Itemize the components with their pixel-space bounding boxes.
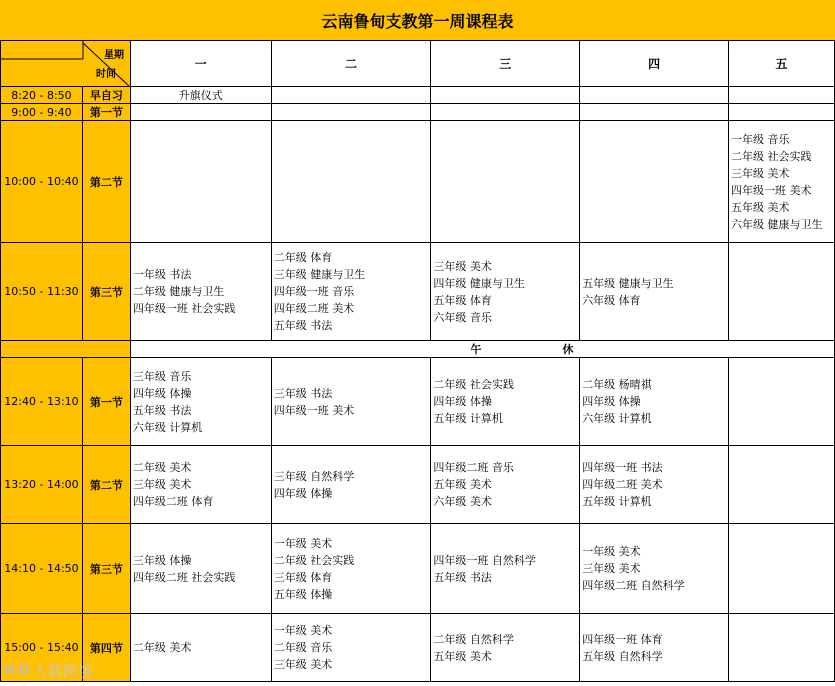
class-entry: 二年级 自然科学 — [433, 632, 514, 646]
class-cell — [130, 524, 271, 614]
class-entry: 四年级二班 美术 — [582, 478, 663, 491]
class-cell — [431, 524, 580, 614]
class-entry: 五年级 计算机 — [582, 495, 652, 508]
noon-break-spacer — [1, 341, 131, 358]
class-entry: 一年级 书法 — [132, 268, 192, 281]
class-entry: 三年级 体育 — [273, 570, 333, 584]
class-cell — [728, 243, 834, 341]
class-entry: 三年级 美术 — [273, 658, 333, 671]
class-entry: 一年级 音乐 — [730, 132, 790, 146]
watermark-text: 大数跨境 — [32, 662, 93, 680]
watermark — [4, 660, 93, 681]
class-cell — [130, 87, 271, 104]
page-title: 云南鲁甸支教第一周课程表 — [0, 0, 835, 40]
class-entry: 四年级一班 美术 — [730, 183, 812, 197]
watermark-logo: V:O — [4, 663, 30, 678]
period-label: 第三节 — [82, 524, 130, 614]
schedule-row — [1, 243, 835, 341]
class-cell — [580, 104, 729, 121]
day-header: 四 — [580, 41, 729, 87]
class-entry: 四年级一班 音乐 — [273, 285, 355, 298]
class-cell — [130, 358, 271, 446]
class-entry: 一年级 美术 — [273, 624, 333, 637]
schedule-row — [1, 446, 835, 524]
schedule-row — [1, 614, 835, 682]
class-entry: 三年级 健康与卫生 — [273, 268, 366, 281]
class-cell — [130, 243, 271, 341]
noon-break-row — [1, 341, 835, 358]
day-header: 一 — [130, 41, 271, 87]
class-cell — [728, 358, 834, 446]
class-entry: 二年级 社会实践 — [730, 149, 812, 163]
schedule-row — [1, 358, 835, 446]
class-entry: 三年级 自然科学 — [273, 469, 355, 483]
class-cell — [431, 121, 580, 243]
noon-break-char: 休 — [562, 343, 575, 356]
class-cell — [580, 524, 729, 614]
day-header: 二 — [271, 41, 431, 87]
class-cell — [271, 87, 431, 104]
period-label: 第三节 — [82, 243, 130, 341]
class-entry: 四年级 体操 — [433, 395, 492, 408]
time-slot: 15:00 - 15:40 — [1, 614, 83, 682]
class-cell — [271, 358, 431, 446]
class-cell — [271, 104, 431, 121]
class-entry: 三年级 美术 — [132, 478, 192, 491]
class-cell — [580, 446, 729, 524]
class-entry: 二年级 社会实践 — [433, 378, 514, 391]
time-slot: 10:50 - 11:30 — [1, 243, 83, 341]
class-cell — [580, 614, 729, 682]
class-entry: 三年级 美术 — [582, 562, 641, 575]
schedule-row — [1, 121, 835, 243]
class-entry: 一年级 美术 — [582, 545, 641, 558]
class-cell — [130, 446, 271, 524]
class-entry: 升旗仪式 — [178, 88, 223, 102]
class-cell — [728, 104, 834, 121]
class-entry: 二年级 美术 — [132, 461, 192, 474]
class-entry: 六年级 计算机 — [582, 412, 652, 425]
class-entry: 四年级二班 美术 — [273, 302, 355, 315]
class-cell — [130, 104, 271, 121]
class-entry: 五年级 书法 — [433, 570, 492, 584]
class-cell — [580, 358, 729, 446]
class-entry: 二年级 音乐 — [273, 641, 333, 654]
class-cell — [728, 614, 834, 682]
class-cell — [580, 243, 729, 341]
period-label: 第二节 — [82, 121, 130, 243]
class-entry: 二年级 体育 — [273, 251, 333, 264]
class-entry: 五年级 书法 — [132, 403, 192, 417]
weekday-label: 星期 — [104, 50, 124, 61]
time-slot: 8:20 - 8:50 — [1, 87, 83, 104]
time-slot: 10:00 - 10:40 — [1, 121, 83, 243]
class-entry: 四年级 体操 — [132, 386, 192, 400]
class-cell — [728, 446, 834, 524]
period-label: 早自习 — [82, 87, 130, 104]
corner-header-cell — [1, 41, 131, 87]
class-entry: 五年级 体育 — [433, 293, 492, 307]
class-entry: 二年级 杨晴祺 — [582, 378, 652, 391]
class-entry: 三年级 美术 — [433, 259, 492, 273]
day-header: 三 — [431, 41, 580, 87]
schedule-table — [0, 40, 835, 682]
class-cell — [728, 524, 834, 614]
class-cell — [580, 87, 729, 104]
time-label: 时间 — [96, 69, 116, 80]
class-entry: 三年级 书法 — [273, 386, 333, 400]
period-label: 第四节 — [82, 614, 130, 682]
class-entry: 三年级 体操 — [132, 553, 192, 567]
class-entry: 六年级 健康与卫生 — [730, 217, 823, 231]
class-entry: 四年级一班 体育 — [582, 632, 663, 646]
class-entry: 二年级 社会实践 — [273, 553, 355, 567]
class-entry: 五年级 美术 — [433, 649, 492, 663]
class-entry: 六年级 体育 — [582, 293, 641, 307]
class-entry: 三年级 音乐 — [132, 369, 192, 383]
class-entry: 四年级二班 体育 — [132, 495, 214, 508]
class-cell — [271, 121, 431, 243]
class-entry: 六年级 美术 — [433, 495, 492, 508]
class-cell — [431, 614, 580, 682]
class-entry: 四年级 体操 — [273, 486, 333, 500]
class-cell — [580, 121, 729, 243]
class-entry: 五年级 健康与卫生 — [582, 276, 674, 290]
class-entry: 四年级一班 社会实践 — [132, 302, 236, 315]
class-entry: 五年级 体操 — [273, 587, 333, 601]
class-cell — [431, 104, 580, 121]
class-entry: 四年级一班 自然科学 — [433, 553, 536, 567]
class-entry: 二年级 美术 — [132, 641, 192, 654]
class-cell — [130, 614, 271, 682]
class-entry: 五年级 美术 — [730, 200, 790, 214]
schedule-row — [1, 87, 835, 104]
class-entry: 四年级一班 书法 — [582, 461, 663, 474]
class-cell — [431, 87, 580, 104]
schedule-row — [1, 524, 835, 614]
class-cell — [431, 446, 580, 524]
class-entry: 二年级 健康与卫生 — [132, 285, 225, 298]
class-entry: 六年级 音乐 — [433, 310, 492, 324]
time-slot: 12:40 - 13:10 — [1, 358, 83, 446]
class-cell — [271, 446, 431, 524]
class-entry: 三年级 美术 — [730, 166, 790, 180]
day-header: 五 — [728, 41, 834, 87]
class-entry: 五年级 书法 — [273, 319, 333, 332]
class-cell — [271, 243, 431, 341]
header-row — [1, 41, 835, 87]
class-entry: 五年级 计算机 — [433, 412, 503, 425]
class-cell — [728, 121, 834, 243]
time-slot: 14:10 - 14:50 — [1, 524, 83, 614]
class-entry: 四年级 健康与卫生 — [433, 276, 525, 290]
class-cell — [431, 243, 580, 341]
class-entry: 四年级二班 自然科学 — [582, 579, 685, 592]
class-cell — [431, 358, 580, 446]
class-entry: 四年级 体操 — [582, 395, 641, 408]
class-entry: 一年级 美术 — [273, 536, 333, 550]
class-entry: 四年级二班 社会实践 — [132, 570, 236, 584]
class-cell — [271, 524, 431, 614]
class-entry: 四年级一班 美术 — [273, 403, 355, 417]
noon-break-label — [130, 341, 834, 358]
time-slot: 13:20 - 14:00 — [1, 446, 83, 524]
class-cell — [130, 121, 271, 243]
class-entry: 四年级二班 音乐 — [433, 461, 514, 474]
time-slot: 9:00 - 9:40 — [1, 104, 83, 121]
class-entry: 五年级 美术 — [433, 478, 492, 491]
period-label: 第一节 — [82, 358, 130, 446]
class-cell — [728, 87, 834, 104]
noon-break-char: 午 — [470, 343, 483, 356]
schedule-row — [1, 104, 835, 121]
class-entry: 六年级 计算机 — [132, 420, 203, 434]
class-entry: 五年级 自然科学 — [582, 649, 663, 663]
period-label: 第一节 — [82, 104, 130, 121]
class-cell — [271, 614, 431, 682]
period-label: 第二节 — [82, 446, 130, 524]
